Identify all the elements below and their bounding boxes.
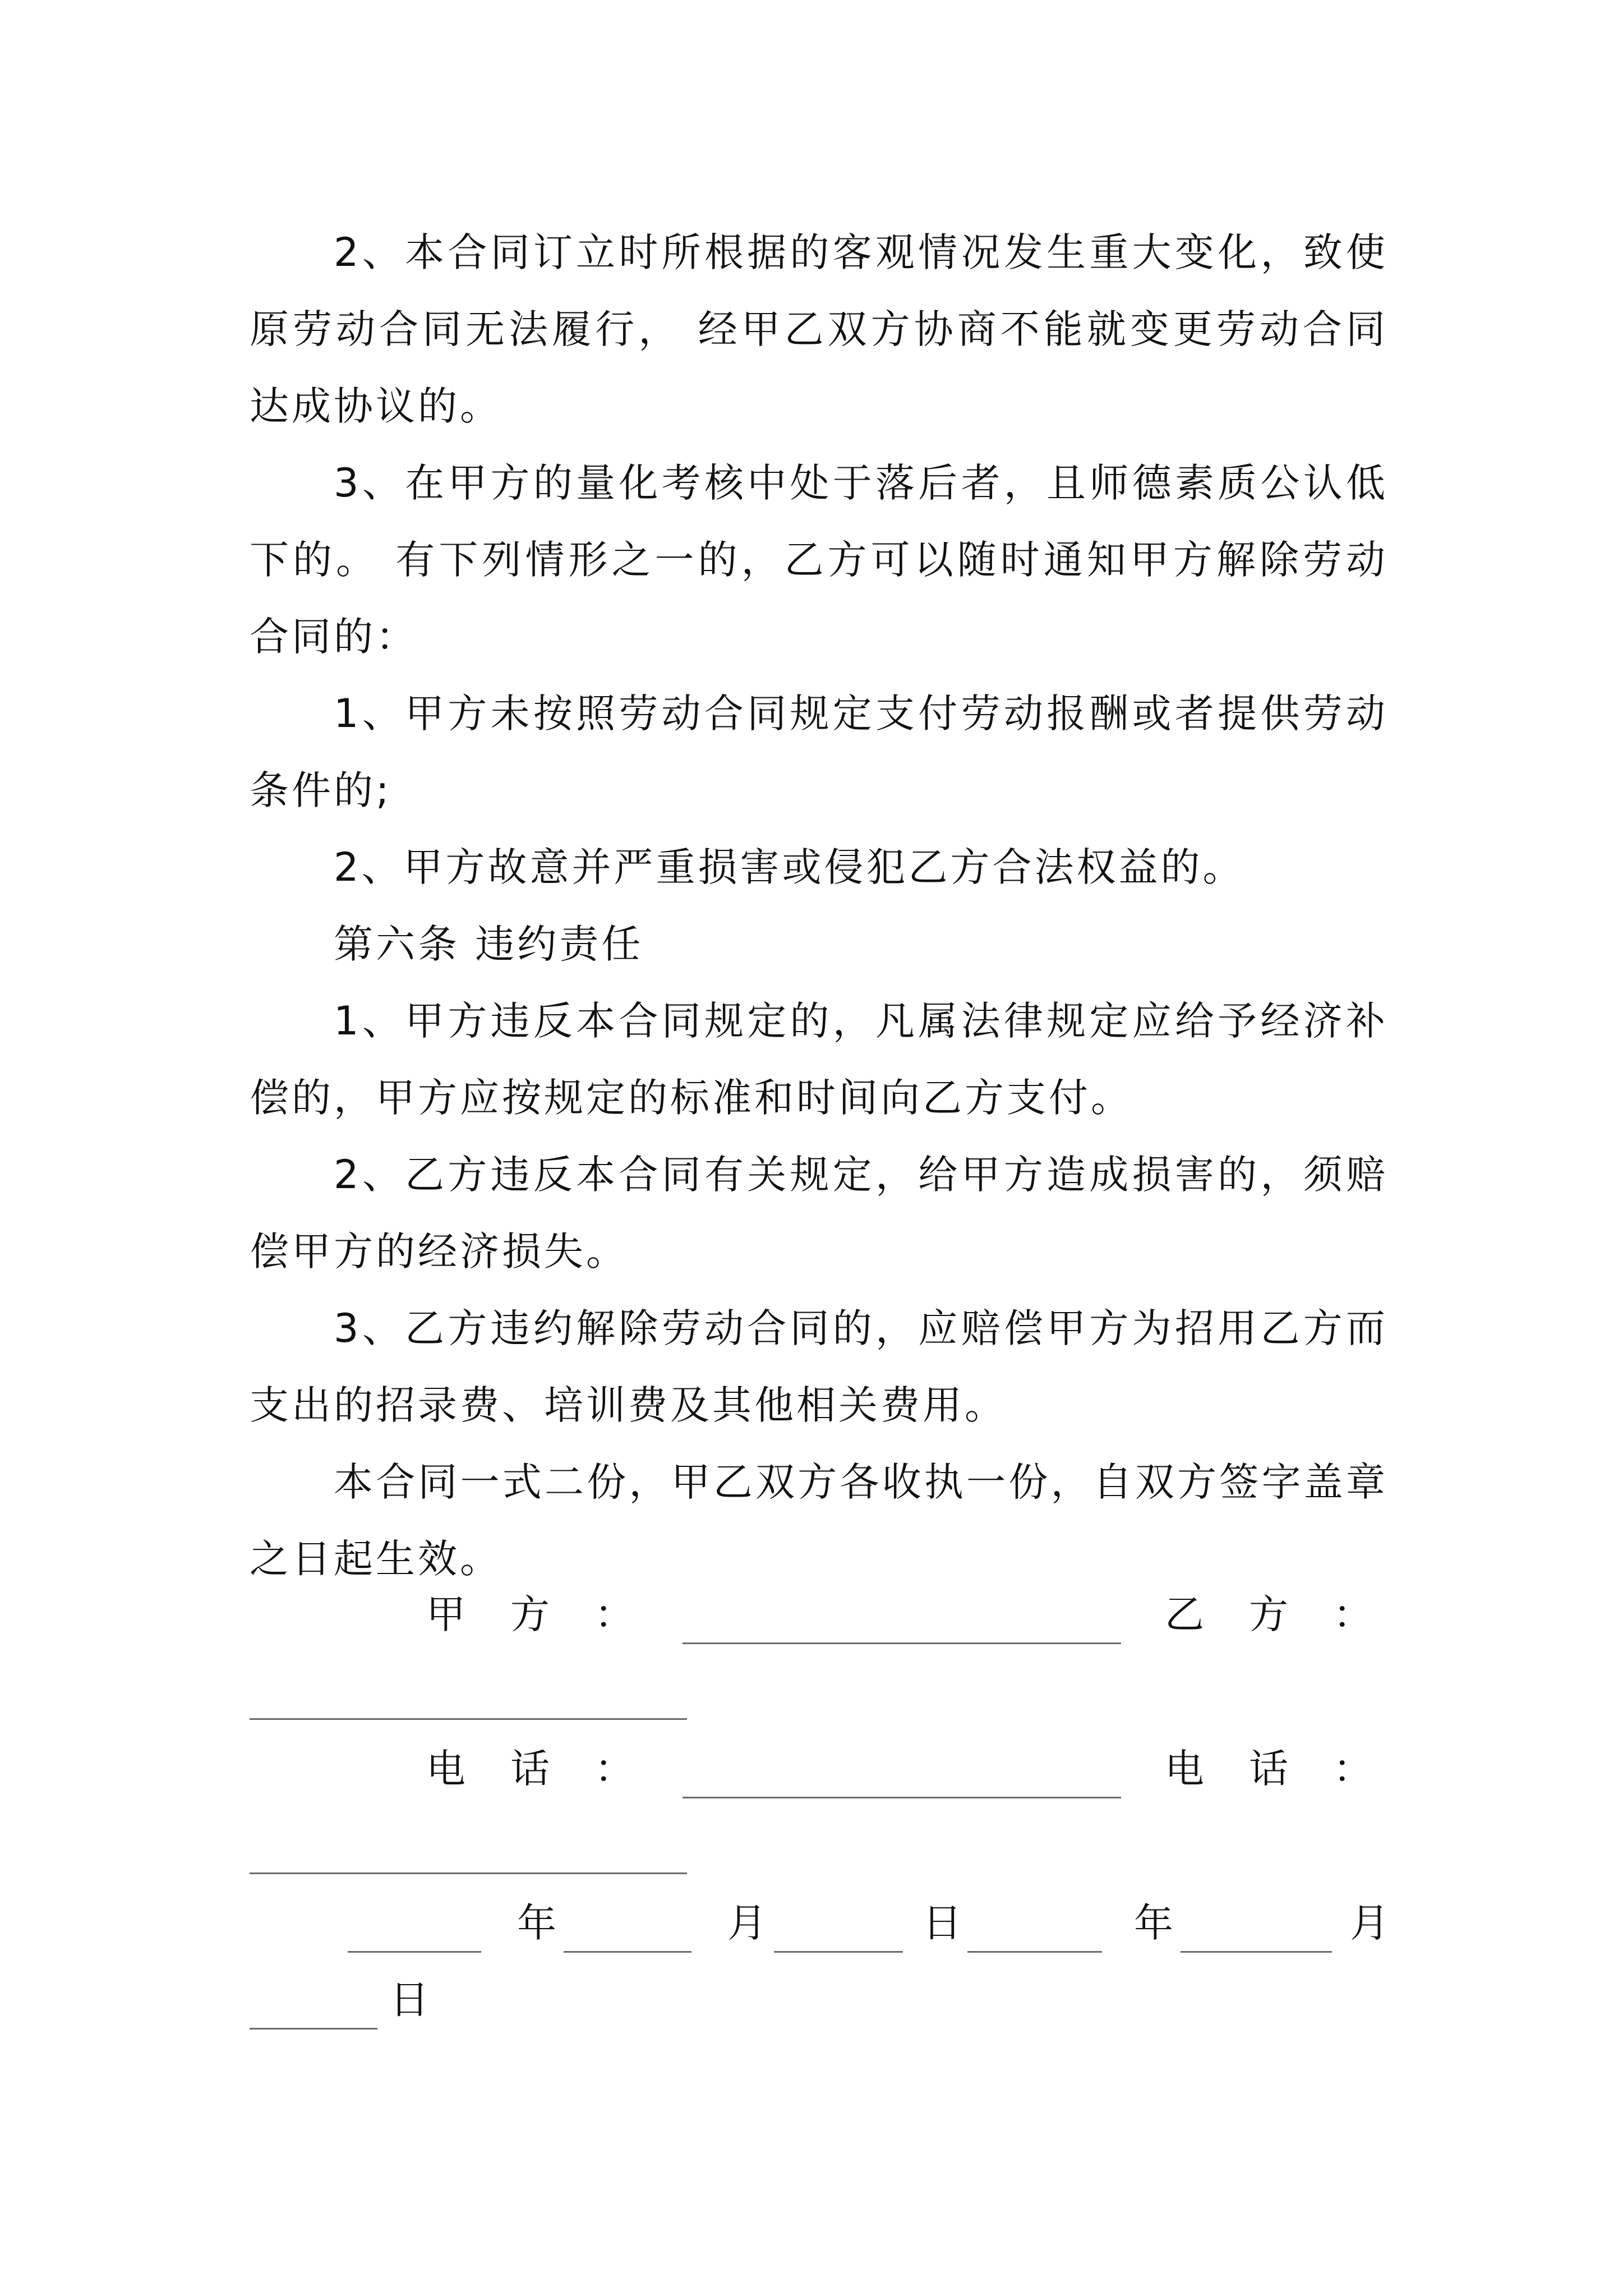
party-b-label: 乙 方 ： bbox=[1165, 1591, 1375, 1637]
liability-clause-3: 3、乙方违约解除劳动合同的，应赔偿甲方为招用乙方而支出的招录费、培训费及其他相关费用。 bbox=[250, 1305, 1388, 1428]
phone-b-blank[interactable] bbox=[250, 1872, 687, 1874]
party-a-label: 甲 方 ： bbox=[426, 1591, 637, 1637]
phone-signature-row bbox=[250, 1731, 1388, 1807]
day-a-blank[interactable] bbox=[774, 1951, 903, 1953]
date-row bbox=[250, 1885, 1392, 1962]
article-6-heading: 第六条 违约责任 bbox=[334, 921, 644, 967]
clause-3-assessment: 3、在甲方的量化考核中处于落后者，且师德素质公认低下的。 有下列情形之一的，乙方可以随时通知甲方解除劳动合同的： bbox=[250, 460, 1388, 660]
day-b-blank[interactable] bbox=[250, 2028, 377, 2030]
month-a-blank[interactable] bbox=[564, 1951, 691, 1953]
contract-body bbox=[250, 214, 1388, 1598]
date-row-continued bbox=[250, 1962, 1388, 2039]
month-a-label: 月 bbox=[727, 1900, 769, 1946]
clause-employee-1-payment: 1、甲方未按照劳动合同规定支付劳动报酬或者提供劳动条件的; bbox=[250, 691, 1388, 813]
party-a-blank[interactable] bbox=[683, 1642, 1121, 1644]
phone-b-label: 电 话 ： bbox=[1165, 1746, 1375, 1792]
month-b-label: 月 bbox=[1350, 1900, 1392, 1946]
copies-clause: 本合同一式二份，甲乙双方各收执一份，自双方签字盖章之日起生效。 bbox=[250, 1459, 1388, 1582]
year-a-label: 年 bbox=[517, 1900, 559, 1946]
year-b-blank[interactable] bbox=[967, 1951, 1102, 1953]
clause-2-objective-change: 2、本合同订立时所根据的客观情况发生重大变化，致使原劳动合同无法履行， 经甲乙双方协商不能就变更劳动合同达成协议的。 bbox=[250, 229, 1388, 429]
day-b-label: 日 bbox=[390, 1977, 432, 2023]
year-b-label: 年 bbox=[1134, 1900, 1176, 1946]
party-b-blank[interactable] bbox=[250, 1718, 687, 1720]
liability-clause-2: 2、乙方违反本合同有关规定，给甲方造成损害的，须赔偿甲方的经济损失。 bbox=[250, 1152, 1388, 1274]
year-a-blank[interactable] bbox=[348, 1951, 481, 1953]
phone-a-blank[interactable] bbox=[683, 1797, 1121, 1798]
clause-employee-2-rights: 2、甲方故意并严重损害或侵犯乙方合法权益的。 bbox=[334, 844, 1245, 890]
month-b-blank[interactable] bbox=[1181, 1951, 1332, 1953]
day-a-label: 日 bbox=[923, 1900, 965, 1946]
phone-a-label: 电 话 ： bbox=[426, 1746, 637, 1792]
party-signature-row bbox=[250, 1576, 1388, 1653]
liability-clause-1: 1、甲方违反本合同规定的，凡属法律规定应给予经济补偿的，甲方应按规定的标准和时间向乙方支付。 bbox=[250, 998, 1388, 1121]
